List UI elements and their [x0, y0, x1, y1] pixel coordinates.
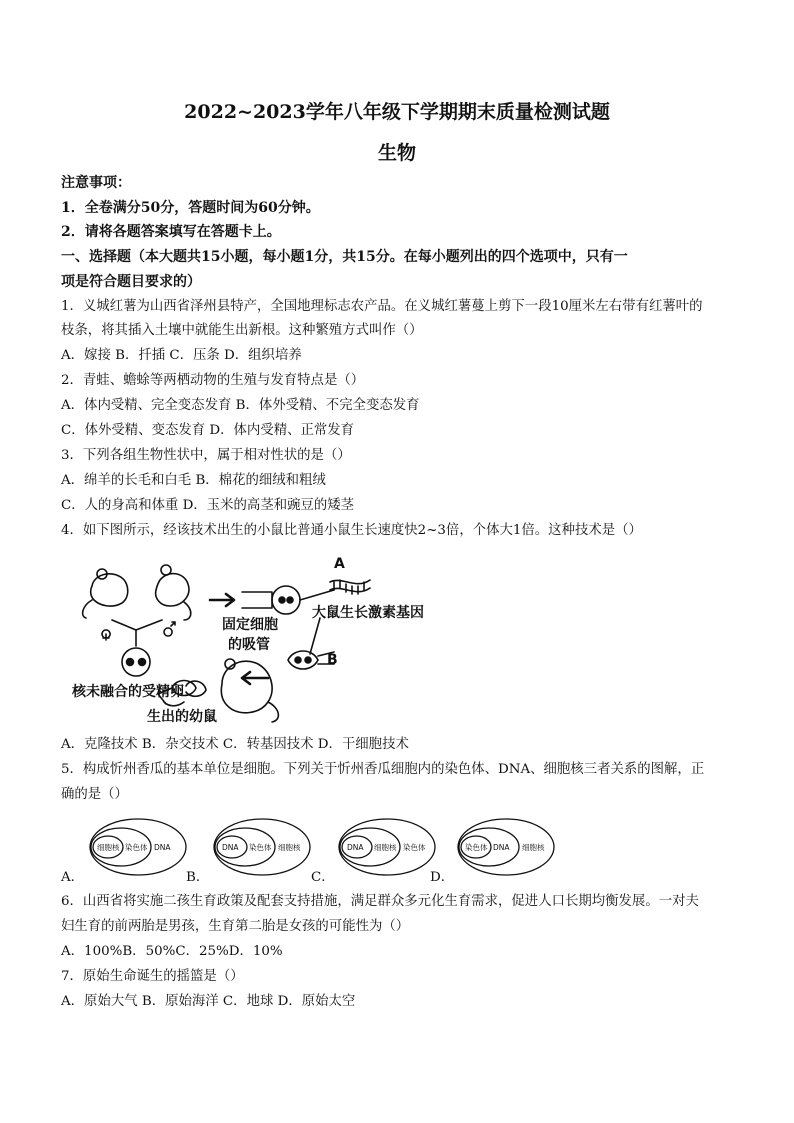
q5-option-c-diagram: [337, 816, 437, 878]
q5-option-a-letter: A．: [61, 870, 85, 885]
label-b: B: [327, 652, 338, 668]
q6-options: A．100%B．50%C．25%D．10%: [61, 944, 283, 959]
label-gene: 大鼠生长激素基因: [312, 605, 424, 621]
q5-c-inner-text: DNA: [347, 843, 364, 852]
q5-b-outer-text: 细胞核: [278, 843, 301, 852]
label-pipette-1: 固定细胞: [222, 617, 278, 633]
q3-options-2: C．人的身高和体重 D．玉米的高茎和豌豆的矮茎: [61, 498, 355, 513]
arrow-right-icon: [210, 594, 234, 606]
q5-option-d-letter: D．: [430, 870, 455, 885]
q4-options: A．克隆技术 B．杂交技术 C．转基因技术 D．干细胞技术: [61, 737, 409, 752]
section-heading-line2: 项是符合题目要求的）: [61, 274, 201, 290]
q2-options-1: A．体内受精、完全变态发育 B．体外受精、不完全变态发育: [61, 398, 420, 413]
q7-options: A．原始大气 B．原始海洋 C．地球 D．原始太空: [61, 994, 356, 1009]
q5-option-b-letter: B．: [186, 870, 210, 885]
q5-b-middle-text: 染色体: [249, 843, 272, 852]
q5-d-outer-text: 细胞核: [522, 843, 545, 852]
q5-text-line2: 确的是（）: [61, 787, 128, 802]
q5-a-outer-text: DNA: [154, 843, 171, 852]
q6-text-line1: 6．山西省将实施二孩生育政策及配套支持措施，满足群众多元化生育需求，促进人口长期均衡发展。一对夫: [61, 894, 699, 909]
label-a: A: [334, 556, 345, 572]
notice-item-2: 2．请将各题答案填写在答题卡上。: [61, 224, 281, 240]
q3-options-1: A．绵羊的长毛和白毛 B．棉花的细绒和粗绒: [61, 473, 326, 488]
q4-transgenic-mouse-figure: [72, 556, 452, 734]
q4-text: 4．如下图所示，经该技术出生的小鼠比普通小鼠生长速度快2~3倍，个体大1倍。这种技术是（）: [61, 523, 642, 538]
notice-item-1: 1．全卷满分50分，答题时间为60分钟。: [61, 200, 320, 216]
q5-a-inner-text: 细胞核: [97, 843, 120, 852]
subject-title: 生物: [377, 142, 416, 164]
arrow-left-icon: [242, 672, 268, 684]
section-heading-line1: 一、选择题（本大题共15小题，每小题1分，共15分。在每小题列出的四个选项中，只有一: [61, 249, 628, 265]
q5-b-inner-text: DNA: [222, 843, 239, 852]
parent-mouse-1-icon: [91, 574, 128, 606]
q5-text-line1: 5．构成忻州香瓜的基本单位是细胞。下列关于忻州香瓜细胞内的染色体、DNA、细胞核三者关系的图解，正: [61, 762, 705, 777]
injected-egg-icon: [288, 651, 318, 669]
q2-text: 2．青蛙、蟾蜍等两栖动物的生殖与发育特点是（）: [61, 373, 365, 388]
pipette-cell-icon: [272, 586, 300, 614]
q7-text: 7．原始生命诞生的摇篮是（）: [61, 969, 244, 984]
q5-a-middle-text: 染色体: [125, 843, 148, 852]
q5-c-outer-text: 染色体: [403, 843, 426, 852]
label-baby: 生出的幼鼠: [147, 709, 217, 725]
q5-d-inner-text: 染色体: [465, 843, 488, 852]
page-title: 2022~2023学年八年级下学期期末质量检测试题: [184, 101, 610, 123]
q1-text-line1: 1．义城红薯为山西省泽州县特产，全国地理标志农产品。在义城红薯蔓上剪下一段10厘米左右带有红薯叶的: [61, 299, 703, 314]
q5-option-c-letter: C．: [311, 870, 335, 885]
q1-text-line2: 枝条，将其插入土壤中就能生出新根。这种繁殖方式叫作（）: [61, 323, 423, 338]
q5-d-middle-text: DNA: [493, 843, 510, 852]
notice-heading: 注意事项：: [61, 175, 131, 191]
q1-options: A．嫁接 B．扦插 C．压条 D．组织培养: [61, 348, 302, 363]
q5-option-a-diagram: [88, 816, 188, 878]
q2-options-2: C．体外受精、变态发育 D．体内受精、正常发育: [61, 423, 355, 438]
q5-option-d-diagram: [456, 816, 556, 878]
q5-c-middle-text: 细胞核: [374, 843, 397, 852]
parent-mouse-2-icon: [156, 574, 189, 606]
label-pipette-2: 的吸管: [228, 637, 270, 653]
q3-text: 3．下列各组生物性状中，属于相对性状的是（）: [61, 448, 351, 463]
q5-option-b-diagram: [212, 816, 312, 878]
q6-text-line2: 妇生育的前两胎是男孩，生育第二胎是女孩的可能性为（）: [61, 919, 410, 934]
label-egg: 核未融合的受精卵: [72, 684, 184, 700]
